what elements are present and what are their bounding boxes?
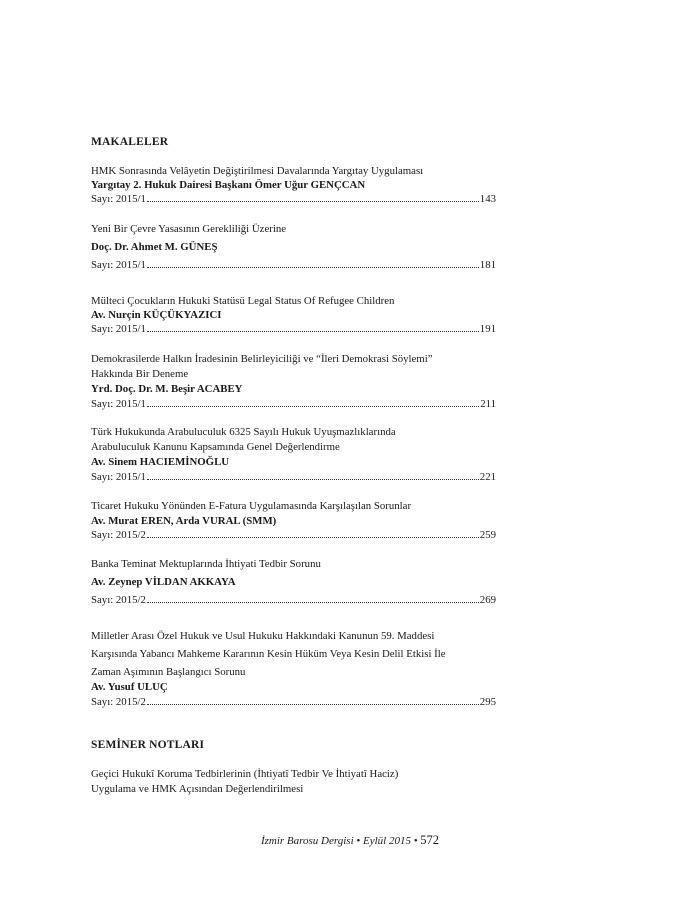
page-number: 221 [479,471,496,483]
dot-leader [147,266,479,268]
article-author: Av. Zeynep VİLDAN AKKAYA [91,576,236,588]
dot-leader [147,536,479,538]
article-title: Yeni Bir Çevre Yasasının Gerekliliği Üzerine [91,223,287,235]
issue-label: Sayı: 2015/1 [91,471,146,483]
article-reference [91,192,496,206]
article-author: Av. Sinem HACIEMİNOĞLU [91,456,230,468]
article-title-continued: Arabuluculuk Kanunu Kapsamında Genel Değerlendirme [91,441,340,453]
page-number: 269 [479,594,496,606]
article-reference [91,528,496,542]
article-title: Milletler Arası Özel Hukuk ve Usul Hukuku Hakkındaki Kanunun 59. Maddesi [91,630,435,642]
section-heading-makaleler: MAKALELER [91,136,169,148]
article-reference [91,593,496,607]
article-author: Yrd. Doç. Dr. M. Beşir ACABEY [91,383,243,395]
dot-leader [147,405,479,407]
dot-leader [147,703,479,705]
article-author: Doç. Dr. Ahmet M. GÜNEŞ [91,241,218,253]
page-number: 191 [479,323,496,335]
article-title: Türk Hukukunda Arabuluculuk 6325 Sayılı Hukuk Uyuşmazlıklarında [91,426,396,438]
article-title-continued: Hakkında Bir Deneme [91,368,189,380]
article-reference [91,258,496,272]
article-title-continued: Zaman Aşımının Başlangıcı Sorunu [91,666,246,678]
issue-label: Sayı: 2015/1 [91,398,146,410]
page-number: 295 [479,696,496,708]
dot-leader [147,478,479,480]
article-reference [91,695,496,709]
dot-leader [147,200,479,202]
page-number: 211 [480,398,496,410]
issue-label: Sayı: 2015/2 [91,696,146,708]
article-reference [91,322,496,336]
issue-label: Sayı: 2015/2 [91,529,146,541]
section-heading-seminer-notlari: SEMİNER NOTLARI [91,739,205,751]
dot-leader [147,330,479,332]
page-number: 143 [479,193,496,205]
article-title: HMK Sonrasında Velâyetin Değiştirilmesi Davalarında Yargıtay Uygulaması [91,165,424,177]
seminar-title: Geçici Hukukî Koruma Tedbirlerinin (İhtiyatî Tedbir Ve İhtiyatî Haciz) [91,768,399,780]
dot-leader [147,601,479,603]
article-reference [91,397,496,411]
article-author: Yargıtay 2. Hukuk Dairesi Başkanı Ömer Uğur GENÇCAN [91,179,366,191]
article-title-continued: Karşısında Yabancı Mahkeme Kararının Kesin Hüküm Veya Kesin Delil Etkisi İle [91,648,446,660]
issue-label: Sayı: 2015/1 [91,193,146,205]
seminar-title-continued: Uygulama ve HMK Açısından Değerlendirilmesi [91,783,304,795]
page-number: 259 [479,529,496,541]
article-title: Mülteci Çocukların Hukuki Statüsü Legal Status Of Refugee Children [91,295,395,307]
article-reference [91,470,496,484]
issue-label: Sayı: 2015/1 [91,323,146,335]
article-title: Demokrasilerde Halkın İradesinin Belirleyiciliği ve “İleri Demokrasi Söylemi” [91,353,433,365]
issue-label: Sayı: 2015/1 [91,259,146,271]
article-author: Av. Murat EREN, Arda VURAL (SMM) [91,515,277,527]
journal-name: İzmir Barosu Dergisi • Eylül 2015 • [260,835,418,847]
issue-label: Sayı: 2015/2 [91,594,146,606]
article-author: Av. Nurçin KÜÇÜKYAZICI [91,309,222,321]
page-number: 181 [479,259,496,271]
article-title: Ticaret Hukuku Yönünden E-Fatura Uygulamasında Karşılaşılan Sorunlar [91,500,412,512]
article-title: Banka Teminat Mektuplarında İhtiyati Tedbir Sorunu [91,558,321,570]
article-author: Av. Yusuf ULUÇ [91,681,168,693]
page-footer [0,833,700,848]
footer-page-number: 572 [420,833,440,847]
